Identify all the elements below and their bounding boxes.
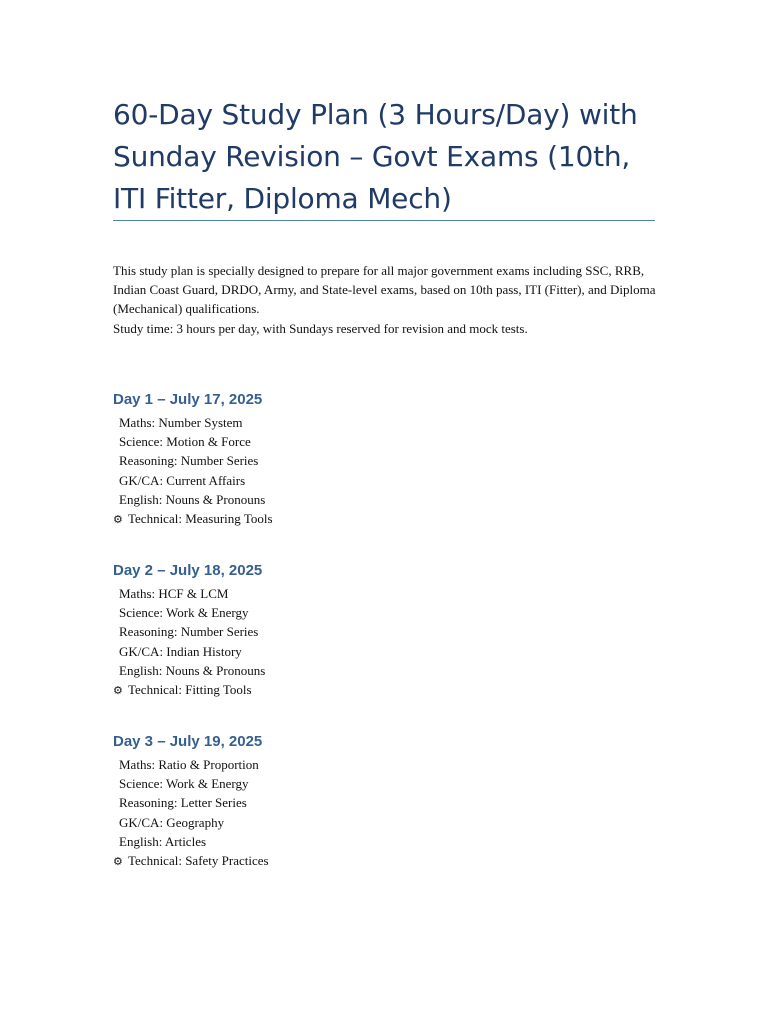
topic-item	[113, 755, 658, 774]
technical-item	[113, 851, 658, 871]
technical-item	[113, 680, 658, 700]
intro-paragraph: This study plan is specially designed to prepare for all major government exams including SSC, RRB, Indian Coast Guard, DRDO, Army, and State-level exams, based on 10th pass, ITI (Fitter), and Diploma (Mechanical) qualifications.	[113, 263, 656, 317]
topic-item	[113, 622, 658, 641]
day-heading: Day 3 – July 19, 2025	[113, 733, 263, 750]
document-title: 60-Day Study Plan (3 Hours/Day) with Sunday Revision – Govt Exams (10th, ITI Fitter, Diploma Mech)	[113, 98, 638, 215]
topic-text: GK/CA: Current Affairs	[119, 472, 246, 488]
technical-text: Technical: Measuring Tools	[128, 511, 273, 527]
intro-section	[113, 261, 658, 338]
topic-item	[113, 584, 658, 603]
topic-text: Maths: Ratio & Proportion	[119, 757, 259, 772]
topic-item	[113, 832, 658, 851]
topic-item	[113, 793, 658, 812]
gear-icon: ⚙	[113, 684, 123, 698]
topic-text: Science: Work & Energy	[119, 776, 249, 792]
day-section-3	[113, 732, 658, 871]
day-section-1	[113, 390, 658, 529]
day-heading: Day 2 – July 18, 2025	[113, 562, 263, 579]
topic-item	[113, 432, 658, 451]
topic-item	[113, 471, 658, 490]
topic-item	[113, 661, 658, 680]
technical-text: Technical: Fitting Tools	[128, 682, 252, 698]
topic-text: Science: Work & Energy	[119, 605, 249, 621]
topic-text: GK/CA: Indian History	[119, 643, 242, 659]
study-time-note: Study time: 3 hours per day, with Sundays reserved for revision and mock tests.	[113, 320, 528, 336]
topic-item	[113, 774, 658, 793]
gear-icon: ⚙	[113, 855, 123, 869]
topic-text: Reasoning: Number Series	[119, 453, 259, 469]
technical-item	[113, 509, 658, 529]
topic-text: GK/CA: Geography	[119, 814, 225, 830]
topic-text: English: Articles	[119, 833, 207, 849]
topic-item	[113, 490, 658, 509]
topic-text: English: Nouns & Pronouns	[119, 662, 266, 678]
title-underline	[113, 220, 655, 221]
topic-text: Science: Motion & Force	[119, 434, 251, 450]
technical-text: Technical: Safety Practices	[128, 853, 269, 869]
topic-text: English: Nouns & Pronouns	[119, 491, 266, 507]
day-section-2	[113, 561, 658, 700]
topic-item	[113, 413, 658, 432]
gear-icon: ⚙	[113, 513, 123, 527]
topic-item	[113, 451, 658, 470]
day-heading: Day 1 – July 17, 2025	[113, 391, 263, 408]
topic-text: Maths: HCF & LCM	[119, 586, 229, 601]
topic-item	[113, 603, 658, 622]
topic-text: Reasoning: Letter Series	[119, 795, 247, 811]
topic-item	[113, 813, 658, 832]
topic-text: Maths: Number System	[119, 415, 243, 430]
topic-text: Reasoning: Number Series	[119, 624, 259, 640]
topic-item	[113, 642, 658, 661]
